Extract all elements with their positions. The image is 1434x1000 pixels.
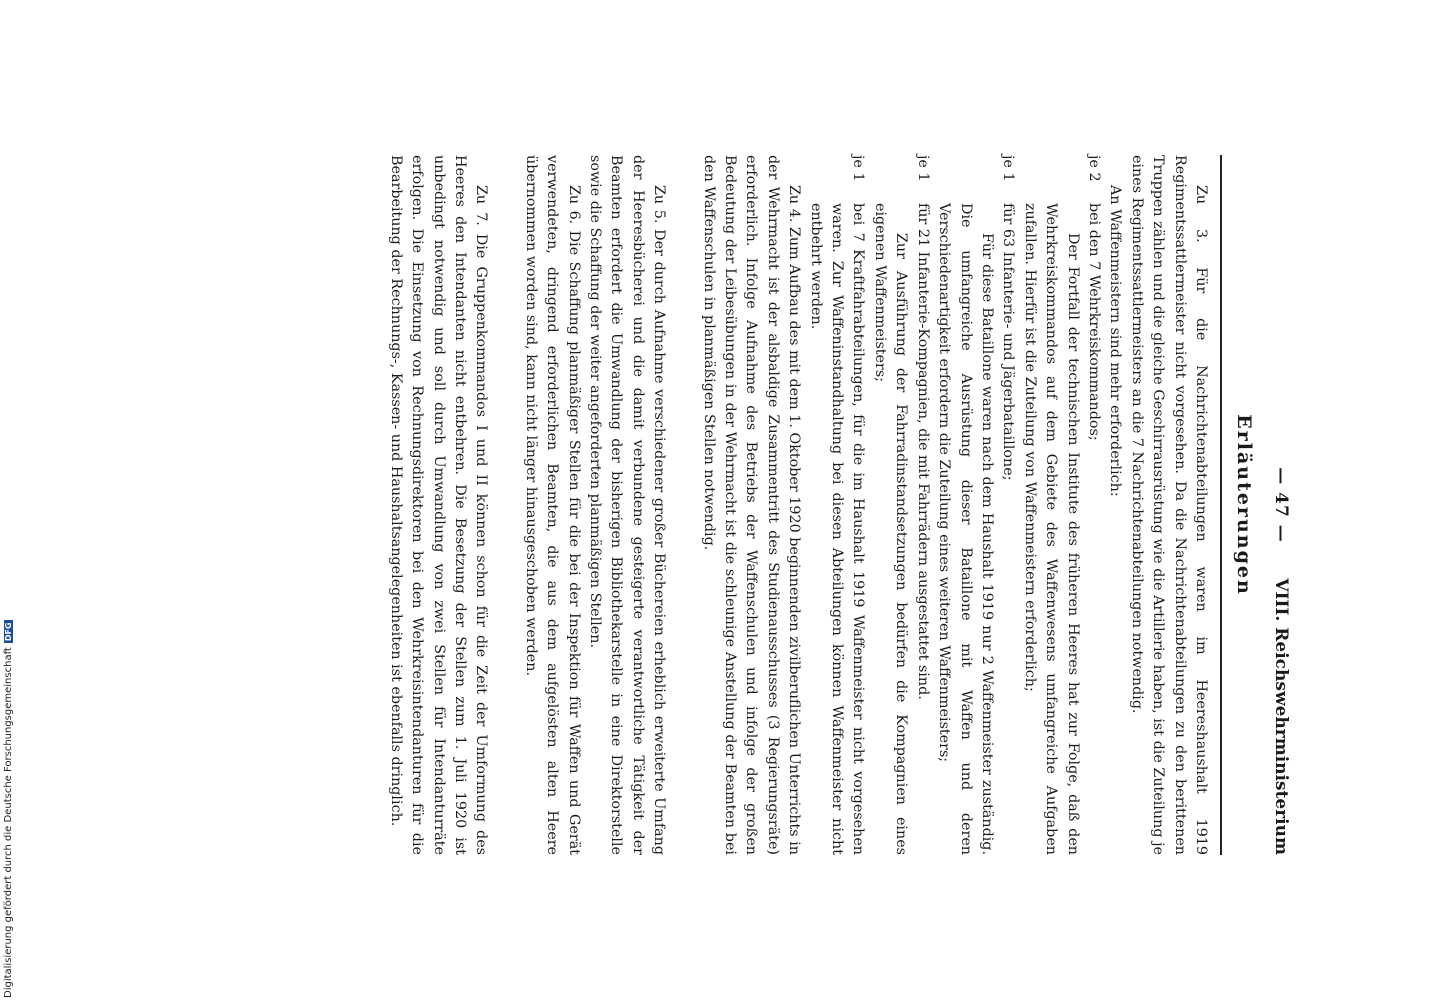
list-item-text: für 21 Infanterie-Kompagnien, die mit Fahrrädern ausgestattet sind. bbox=[914, 203, 931, 700]
list-item bbox=[911, 155, 932, 855]
header-rule bbox=[1220, 155, 1222, 855]
list-item-text: bei den 7 Wehrkreiskommandos; bbox=[1085, 203, 1102, 441]
list-item-prefix: je 1 bbox=[914, 155, 931, 182]
list-item-prefix: je 2 bbox=[1085, 155, 1102, 182]
digitization-credit bbox=[2, 598, 15, 998]
list-item-explanation: Der Fortfall der technischen Institute des früheren Heeres hat zur Folge, daß den Wehrkreiskommandos auf dem Gebiete des Waffenwesens umfangreiche Aufgaben zufallen. Hierfür ist die Zuteilung von Waffenmeistern erforderlich; bbox=[1021, 203, 1081, 855]
credit-text: Digitalisierung gefördert durch die Deutsche Forschungsgemeinschaft bbox=[3, 647, 14, 998]
paragraph-zu-3: Zu 3. Für die Nachrichtenabteilungen waren im Heereshaushalt 1919 Regimentssattlermeister nicht vorgesehen. Da die Nachrichtenabteilungen zu den berittenen Truppen zählen und die gleiche Geschirrausrüstung wie die Artillerie haben, ist die Zuteilung je eines Regimentssattlermeisters an die 7 Nachrichtenabteilungen notwendig. bbox=[1128, 155, 1209, 855]
list-item bbox=[997, 155, 1018, 855]
list-item-text: für 63 Infanterie- und Jägerbataillone; bbox=[1000, 203, 1017, 481]
page-number: — 47 — bbox=[1271, 467, 1291, 543]
document-body bbox=[384, 155, 1211, 855]
paragraph-gap bbox=[491, 155, 519, 855]
list-item-text: bei 7 Kraftfahrabteilungen, für die im Haushalt 1919 Waffenmeister nicht vorgesehen waren. Zur Waffeninstandhaltung bei diesen Abteilungen können Waffenmeister nicht entbehrt werden. bbox=[807, 203, 867, 855]
paragraph-zu-6: Zu 6. Die Schaffung planmäßiger Stellen für die bei der Inspektion für Waffen und Gerät verwendeten, dringend erforderlichen Beamten, die aus dem aufgelösten alten Heere übernommen worden sind, kann nicht länger hinausgeschoben werden. bbox=[522, 155, 582, 855]
list-item-explanation: Zur Ausführung der Fahrradinstandsetzungen bedürfen die Kompagnien eines eigenen Waffenmeisters; bbox=[871, 203, 910, 855]
rotated-page bbox=[137, 0, 1297, 1000]
list-item bbox=[1083, 155, 1104, 855]
paragraph-zu-4: Zu 4. Zum Aufbau des mit dem 1. Oktober 1920 beginnenden zivilberuflichen Unterrichts in der Wehrmacht ist der alsbaldige Zusammentritt des Studienausschusses (3 Regierungsräte) erforderlich. Infolge Aufnahme des Betriebs der Waffenschulen und infolge der großen Bedeutung der Leibesübungen in der Wehrmacht ist die schleunige Anstellung der Beamten bei den Waffenschulen in planmäßigen Stellen notwendig. bbox=[700, 155, 803, 855]
section-title: VIII. Reichswehrministerium bbox=[1271, 578, 1291, 855]
page-header bbox=[1261, 155, 1291, 855]
paragraph-waffenmeister: An Waffenmeistern sind mehr erforderlich: bbox=[1107, 185, 1124, 497]
paragraph-zu-5: Zu 5. Der durch Aufnahme verschiedener großer Büchereien erheblich erweiterte Umfang der Heeresbücherei und die damit verbundene gesteigerte verantwortliche Tätigkeit der Beamten erfordert die Umwandlung der bisherigen Bibliothekarstelle in eine Direktorstelle sowie die Schaffung der weiter angeforderten planmäßigen Stellen. bbox=[587, 155, 668, 855]
list-item-explanation: Für diese Bataillone waren nach dem Haushalt 1919 nur 2 Waffenmeister zuständig. Die umfangreiche Ausrüstung dieser Bataillone mit Waffen und deren Verschiedenartigkeit erfordern die Zuteilung eines weiteren Waffenmeisters; bbox=[936, 203, 995, 855]
list-item-prefix: je 1 bbox=[850, 155, 867, 182]
dfg-logo: DFG bbox=[4, 622, 13, 642]
page-subtitle: Erläuterungen bbox=[1233, 414, 1255, 596]
list-item-prefix: je 1 bbox=[1000, 155, 1017, 182]
list-item bbox=[804, 155, 868, 855]
paragraph-gap bbox=[669, 155, 697, 855]
paragraph-zu-7: Zu 7. Die Gruppenkommandos I und II können schon für die Zeit der Umformung des Heeres den Intendanten nicht entbehren. Die Besetzung der Stellen zum 1. Juli 1920 ist unbedingt notwendig und soll durch Umwandlung von zwei Stellen für Intendanturräte erfolgen. Die Einsetzung von Rechnungsdirektoren bei den Wehrkreisintendanturen für die Bearbeitung der Rechnungs-, Kassen- und Haushaltsangelegenheiten ist ebenfalls dringlich. bbox=[387, 155, 490, 855]
